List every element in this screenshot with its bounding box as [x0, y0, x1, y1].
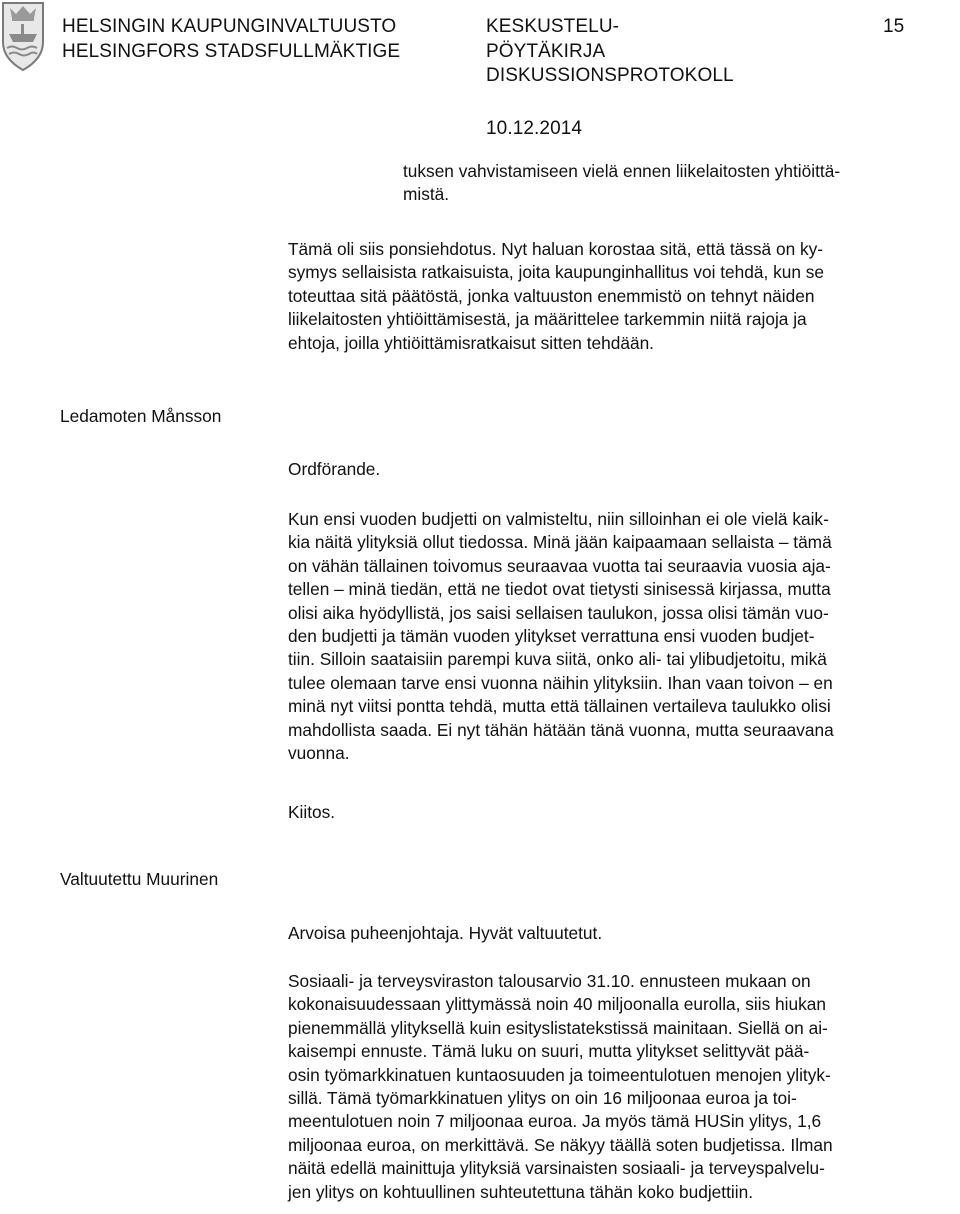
paragraph-greeting: [288, 922, 956, 945]
text-line: Sosiaali- ja terveysviraston talousarvio 31.10. ennusteen mukaan on: [288, 971, 811, 991]
text-line: Kiitos.: [288, 802, 336, 822]
text-line: tiin. Silloin saataisiin parempi kuva siitä, onko ali- tai ylibudjetoitu, mikä: [288, 649, 827, 670]
paragraph-social-budget: [288, 970, 956, 1204]
text-line: tellen – minä tiedän, että ne tiedot ovat tietysti sinisessä kirjassa, mutta: [288, 579, 831, 600]
text-line: liikelaitosten yhtiöittämisestä, ja määrittelee tarkemmin niitä rajoja ja: [288, 309, 807, 330]
text-line: Ordförande.: [288, 459, 381, 479]
text-line: sillä. Tämä työmarkkinatuen ylitys on oin 16 miljoonaa euroa ja toi-: [288, 1088, 797, 1109]
text-line: näitä edellä mainittuja ylityksiä varsinaisten sosiaali- ja terveyspalvelu-: [288, 1158, 825, 1179]
text-line: kaisempi ennuste. Tämä luku on suuri, mutta ylitykset selittyvät pää-: [288, 1041, 810, 1062]
text-line: pienemmällä ylityksellä kuin esityslistatekstissä mainitaan. Siellä on ai-: [288, 1017, 828, 1038]
text-line: on vähän tällainen toivomus seuraavaa vuotta tai seuraavia vuosia aja-: [288, 555, 831, 576]
header-organization: [62, 15, 400, 64]
text-line: mistä.: [403, 184, 450, 205]
text-line: minä nyt viitsi pontta tehdä, mutta että tällainen vertaileva taulukko olisi: [288, 696, 831, 717]
paragraph-thanks: [288, 801, 956, 824]
text-line: vuonna.: [288, 743, 350, 764]
text-line: jen ylitys on kohtuullinen suhteutettuna tähän koko budjettiin.: [288, 1181, 753, 1202]
text-line: mahdollista saada. Ei nyt tähän hätään tänä vuonna, mutta seuraavana: [288, 719, 834, 740]
header-document-type: [486, 15, 734, 89]
text-line: meentulotuen noin 7 miljoonaa euroa. Ja myös tämä HUSin ylitys, 1,6: [288, 1111, 822, 1132]
doc-type-fi: KESKUSTELU-: [486, 16, 620, 37]
paragraph-salutation: [288, 458, 956, 481]
text-line: symys sellaisista ratkaisuista, joita kaupunginhallitus voi tehdä, kun se: [288, 262, 824, 283]
text-line: tuksen vahvistamiseen vielä ennen liikelaitosten yhtiöittä-: [403, 161, 841, 181]
paragraph-continuation: [403, 160, 960, 207]
org-name-fi: HELSINGIN KAUPUNGINVALTUUSTO: [62, 16, 397, 37]
text-line: Tämä oli siis ponsiehdotus. Nyt haluan korostaa sitä, että tässä on ky-: [288, 239, 824, 259]
text-line: ehtoja, joilla yhtiöittämisratkaisut sitten tehdään.: [288, 332, 654, 353]
paragraph-budget-remark: [288, 508, 956, 765]
text-line: den budjetti ja tämän vuoden ylitykset verrattuna ensi vuoden budjet-: [288, 626, 815, 647]
text-line: toteuttaa sitä päätöstä, jonka valtuuston enemmistö on tehnyt näiden: [288, 285, 815, 306]
text-line: olisi aika hyödyllistä, jos saisi sellaisen taulukon, jossa olisi tämän vuo-: [288, 602, 829, 623]
page-number: 15: [883, 16, 905, 37]
doc-type-sv: DISKUSSIONSPROTOKOLL: [486, 65, 734, 86]
doc-type-fi-2: PÖYTÄKIRJA: [486, 40, 606, 62]
text-line: Kun ensi vuoden budjetti on valmisteltu, niin silloinhan ei ole vielä kaik-: [288, 509, 829, 529]
helsinki-crest-icon: [0, 0, 46, 72]
text-line: kia näitä ylityksiä ollut tiedossa. Minä jään kaipaamaan sellaista – tämä: [288, 532, 832, 553]
paragraph-motion-remark: [288, 238, 956, 355]
text-line: Arvoisa puheenjohtaja. Hyvät valtuutetut.: [288, 923, 603, 943]
speaker-name: Valtuutettu Muurinen: [60, 869, 219, 889]
text-line: osin työmarkkinatuen kuntaosuuden ja toimeentulotuen menojen ylityk-: [288, 1064, 831, 1085]
text-line: tulee olemaan tarve ensi vuonna näihin ylityksiin. Ihan vaan toivon – en: [288, 672, 833, 693]
document-date: 10.12.2014: [486, 118, 583, 139]
org-name-sv: HELSINGFORS STADSFULLMÄKTIGE: [62, 40, 401, 62]
text-line: kokonaisuudessaan ylittymässä noin 40 miljoonalla eurolla, siis hiukan: [288, 994, 826, 1015]
text-line: miljoonaa euroa, on merkittävä. Se näkyy täällä soten budjetissa. Ilman: [288, 1134, 833, 1155]
speaker-name: Ledamoten Månsson: [60, 406, 222, 426]
